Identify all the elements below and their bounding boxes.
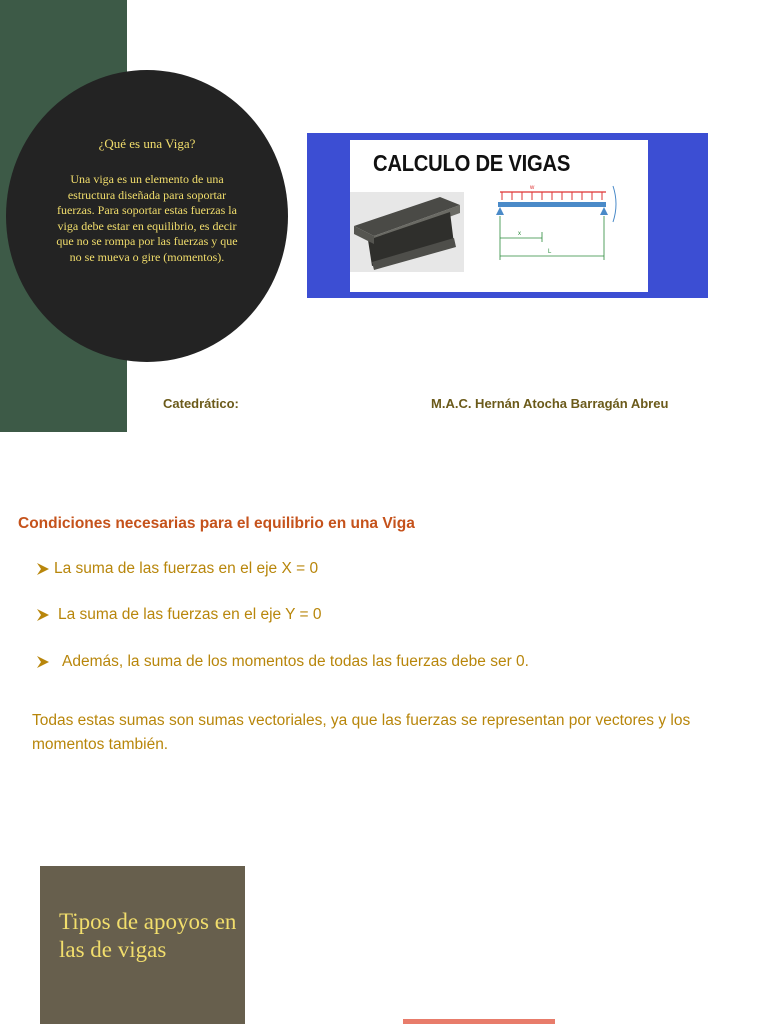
equilibrium-heading: Condiciones necesarias para el equilibrio en una Viga — [18, 515, 415, 532]
load-label: w — [530, 185, 535, 191]
i-beam-image — [350, 192, 464, 272]
circle-title: ¿Qué es una Viga? — [98, 136, 196, 151]
banner-inner — [350, 140, 648, 292]
beam-load-diagram — [492, 180, 642, 270]
bullet-text: La suma de las fuerzas en el eje X = 0 — [54, 560, 319, 577]
teacher-label: Catedrático: — [163, 396, 239, 411]
teacher-name: M.A.C. Hernán Atocha Barragán Abreu — [431, 396, 669, 411]
banner-title: CALCULO DE VIGAS — [373, 150, 571, 176]
beam-calculation-banner — [307, 133, 708, 298]
bullet-item — [36, 653, 529, 671]
arrow-bullet-icon — [36, 655, 50, 669]
cropped-red-caption — [403, 1019, 555, 1024]
arrow-bullet-icon — [36, 562, 50, 576]
arrow-bullet-icon — [36, 608, 50, 622]
support-types-title: Tipos de apoyos en las de vigas — [59, 909, 237, 962]
distance-label: x — [518, 231, 521, 237]
bullet-text: Además, la suma de los momentos de todas las fuerzas debe ser 0. — [62, 653, 529, 670]
circle-text: Una viga es un elemento de una estructura diseñada para soportar fuerzas. Para soportar estas fuerzas la viga debe estar en equilibrio, es decir que no se rompa por las fuerzas y que no se mueva o gire (momentos). — [56, 172, 238, 264]
bullet-item — [36, 606, 322, 624]
beam-definition-circle — [6, 70, 288, 362]
vector-sums-paragraph: Todas estas sumas son sumas vectoriales, ya que las fuerzas se representan por vectores y los momentos también. — [32, 712, 691, 753]
bullet-text: La suma de las fuerzas en el eje Y = 0 — [58, 606, 322, 623]
bullet-item — [36, 560, 318, 578]
support-types-box — [40, 866, 245, 1024]
span-label: L — [548, 249, 552, 255]
